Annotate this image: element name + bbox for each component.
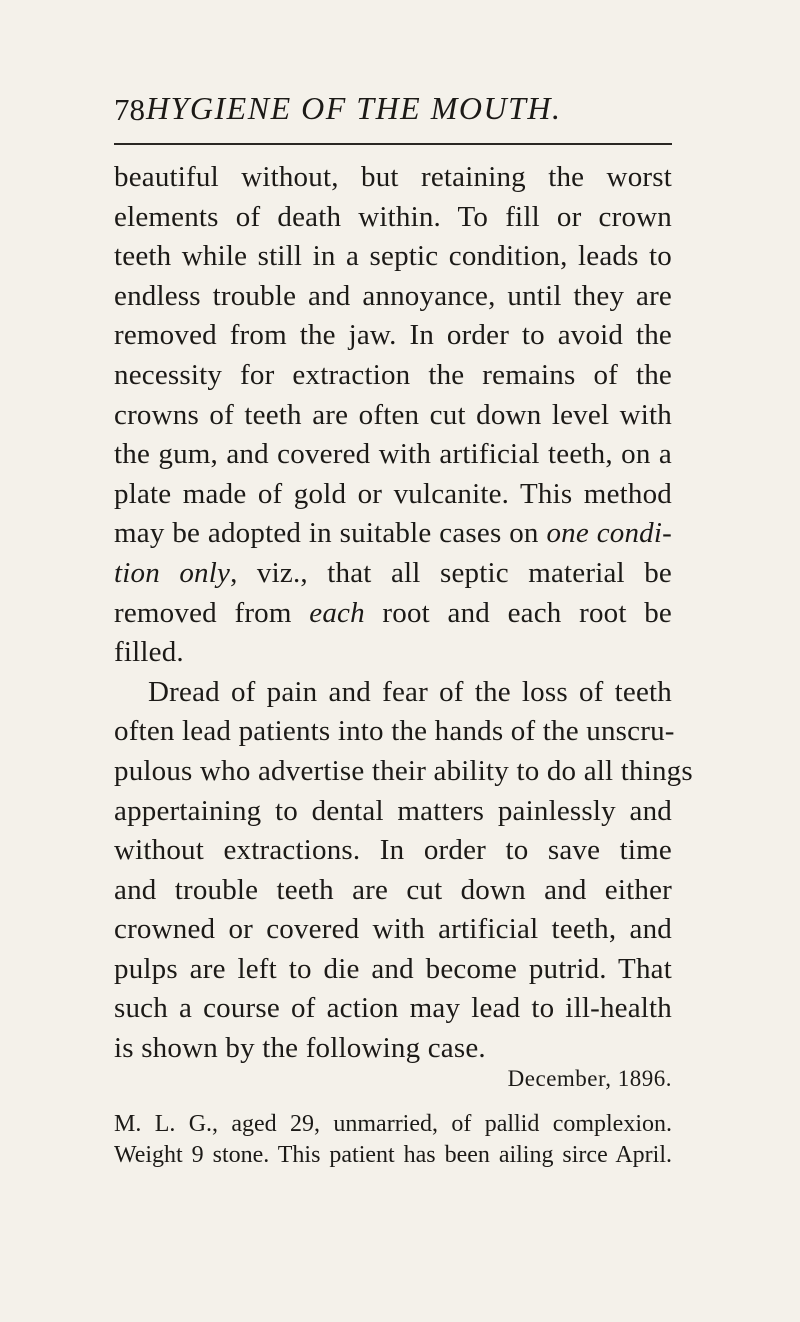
case-record [114, 1109, 672, 1171]
italic-text: tion only [114, 556, 231, 589]
page-number: 78 [114, 92, 145, 127]
header-rule [114, 143, 672, 145]
text-run: , viz., that all septic material be [230, 556, 673, 589]
text-line: necessity for extraction the remains of the [114, 358, 672, 391]
text-line: removed from the jaw. In order to avoid the [114, 319, 672, 352]
text-line: such a course of action may lead to ill-health [114, 992, 672, 1025]
text-line: filled. [114, 636, 184, 669]
text-line: plate made of gold or vulcanite. This method [114, 477, 672, 510]
text-line: Dread of pain and fear of the loss of teeth [148, 675, 672, 708]
italic-text: each [309, 596, 365, 629]
text-line: appertaining to dental matters painlessly and [114, 794, 672, 827]
text-line [114, 514, 672, 554]
text-line: pulous who advertise their ability to do all things [114, 754, 693, 787]
italic-text: one condi- [546, 517, 672, 550]
text-line: crowned or covered with artificial teeth, and [114, 913, 672, 946]
text-line: crowns of teeth are often cut down level with [114, 398, 672, 431]
text-line: beautiful without, but retaining the worst [114, 161, 672, 193]
running-title: HYGIENE OF THE MOUTH. [146, 90, 562, 126]
text-line: elements of death within. To fill or crown [114, 200, 672, 233]
body-text [114, 158, 693, 1069]
text-line: often lead patients into the hands of the unscru- [114, 715, 675, 748]
text-line [114, 554, 672, 594]
case-date: December, 1896. [507, 1066, 672, 1091]
text-run: may be adopted in suitable cases on [114, 517, 547, 550]
case-line: M. L. G., aged 29, unmarried, of pallid complexion. [114, 1111, 672, 1137]
text-line: the gum, and covered with artificial teeth, on a [114, 438, 672, 471]
text-line: endless trouble and annoyance, until they are [114, 279, 672, 312]
text-line: pulps are left to die and become putrid. That [114, 952, 672, 985]
text-line: without extractions. In order to save time [114, 834, 672, 867]
text-line [114, 594, 672, 634]
text-line: and trouble teeth are cut down and either [114, 873, 672, 906]
page-header [114, 78, 674, 126]
case-line: Weight 9 stone. This patient has been ailing sirce April. [114, 1142, 672, 1168]
text-line: is shown by the following case. [114, 1032, 486, 1065]
text-run: removed from [114, 596, 310, 629]
text-run: root and each root be [364, 596, 673, 629]
text-line: teeth while still in a septic condition, leads to [114, 240, 672, 273]
